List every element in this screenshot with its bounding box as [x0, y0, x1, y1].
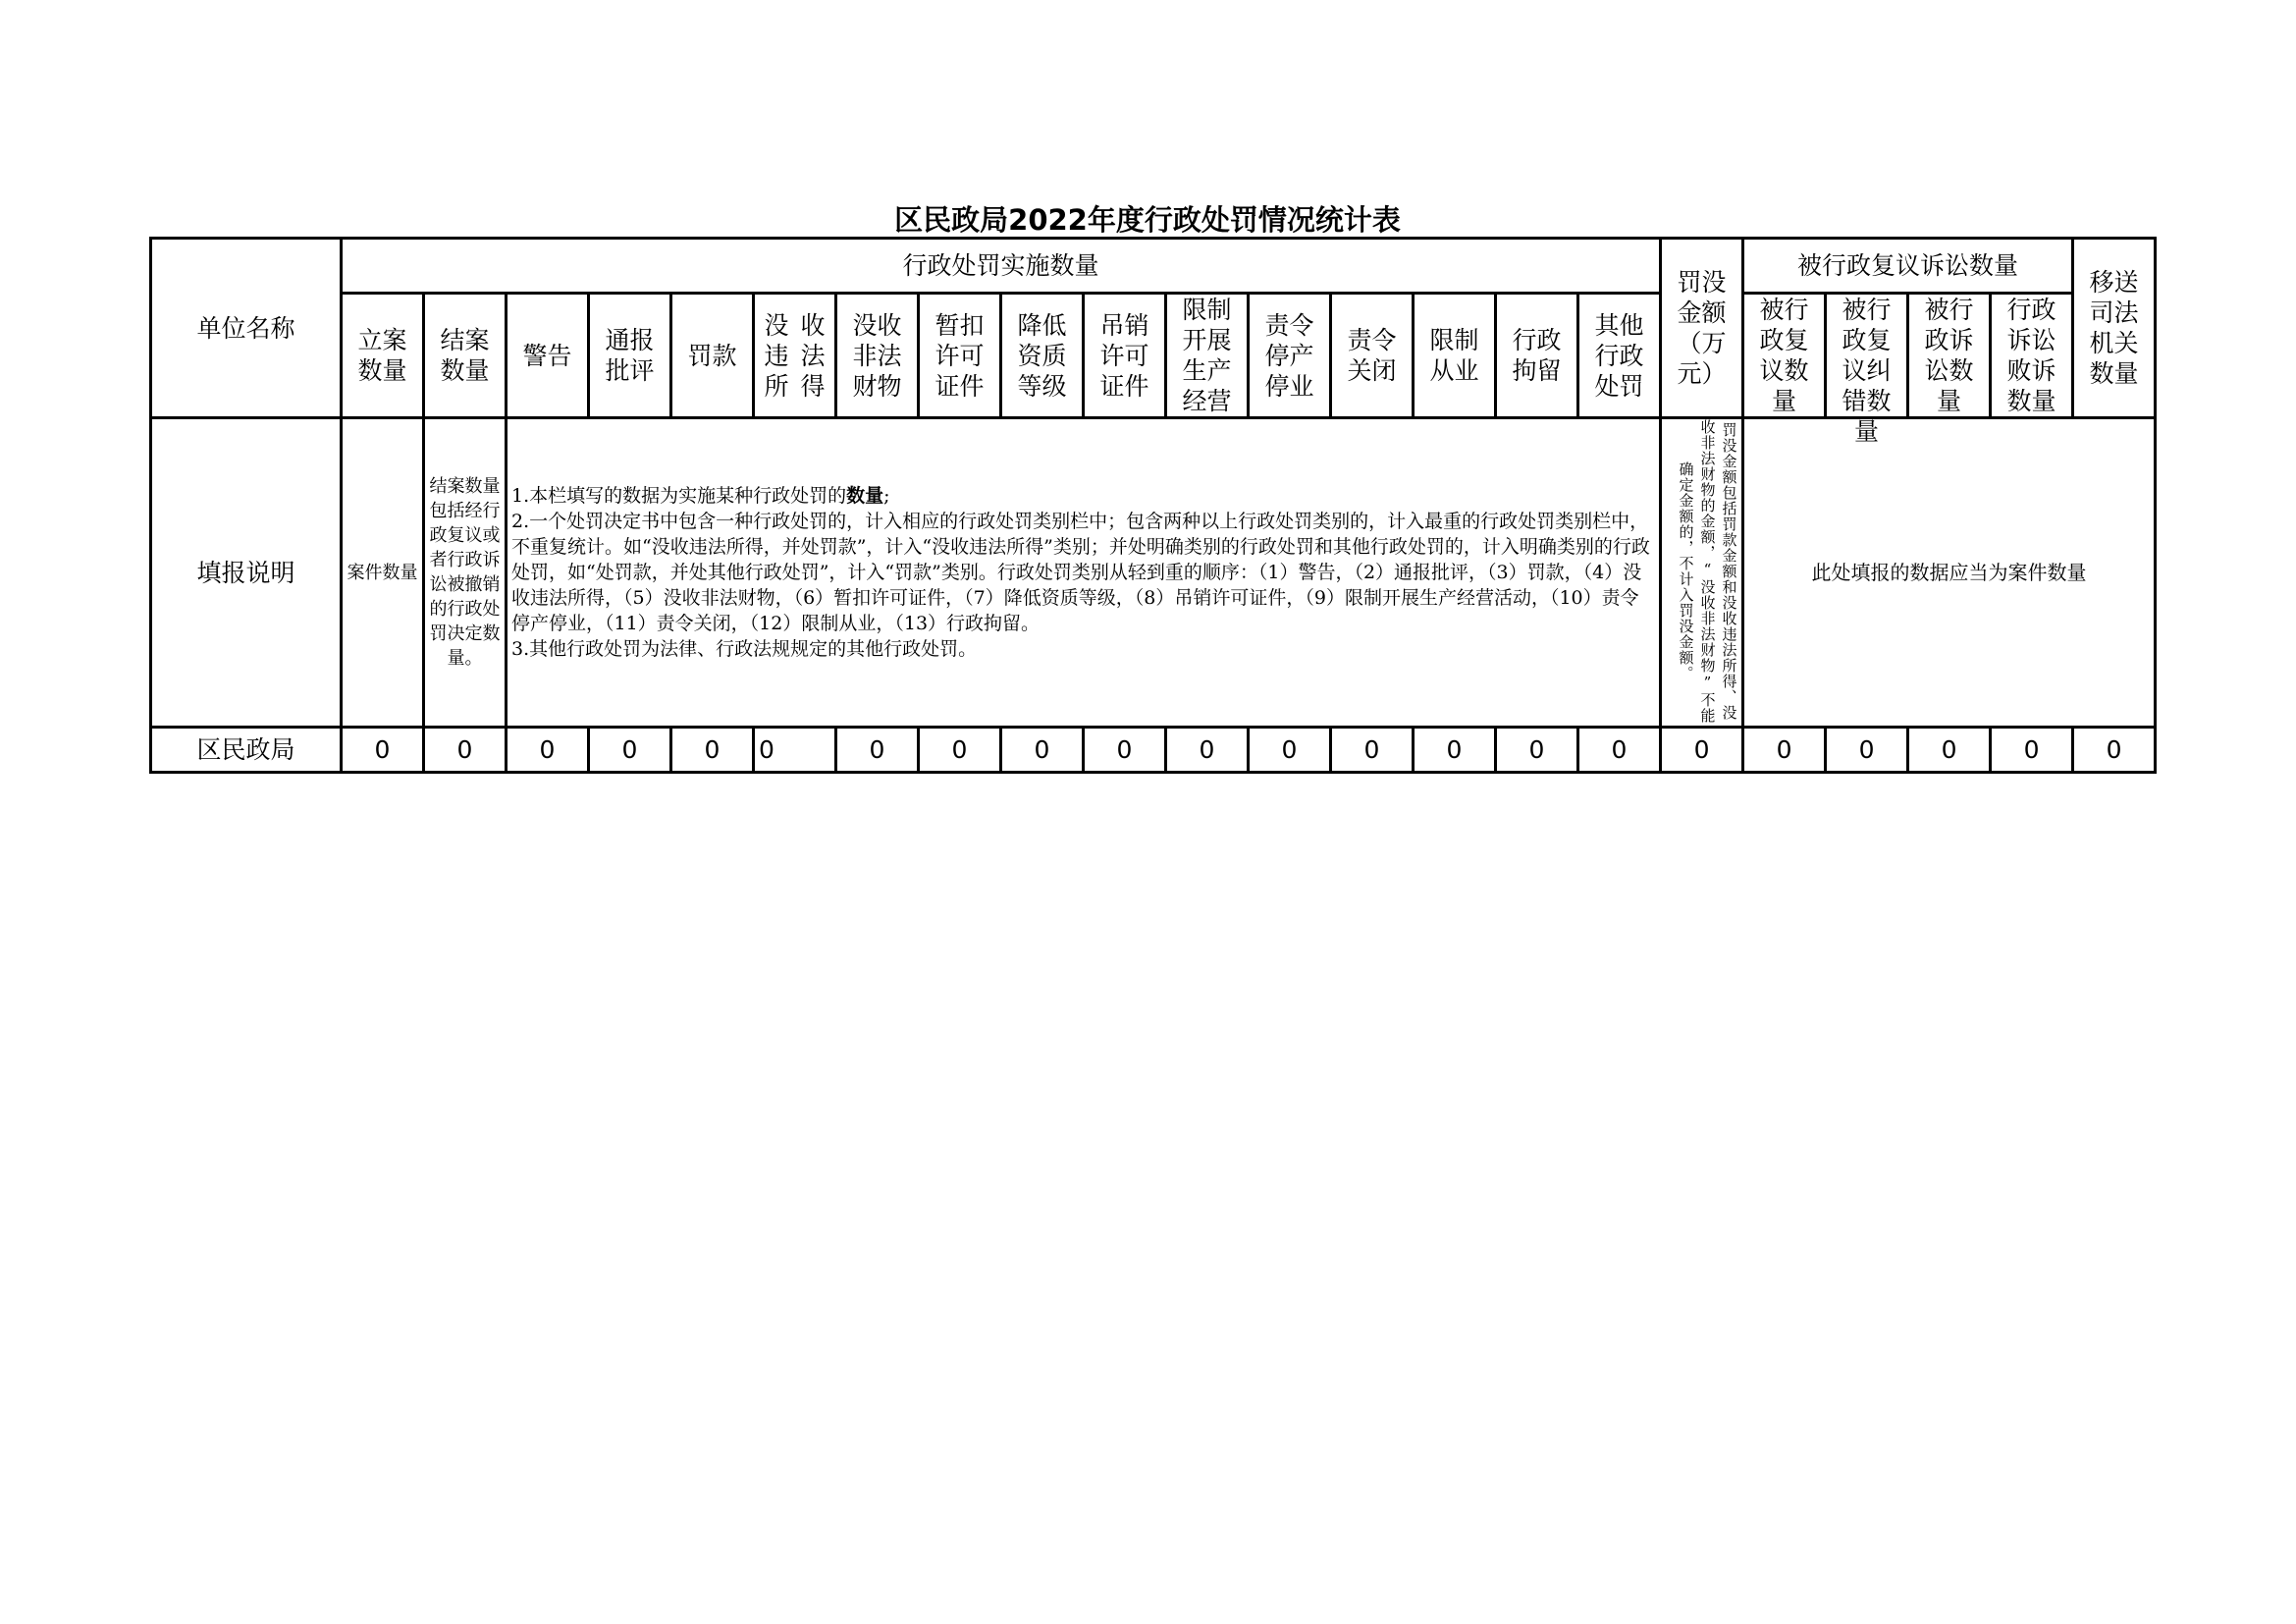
notes-row — [151, 418, 2156, 728]
review-note: 此处填报的数据应当为案件数量 — [1743, 418, 2156, 728]
value-cell: 0 — [919, 728, 1001, 773]
confiscation-amount-label: 罚没金额（万元） — [1677, 268, 1727, 388]
confiscation-amount-header — [1661, 239, 1743, 418]
value-cell: 0 — [342, 728, 424, 773]
penalty-types-note — [507, 418, 1661, 728]
column-header: 吊销许可证件 — [1084, 294, 1166, 418]
review-column-header: 被行政复议数量 — [1743, 294, 1826, 418]
closed-cases-note: 结案数量包括经行政复议或者行政诉讼被撤销的行政处罚决定数量。 — [424, 418, 507, 728]
value-cell: 0 — [507, 728, 589, 773]
note-line-3: 3.其他行政处罚为法律、行政法规规定的其他行政处罚。 — [511, 638, 978, 660]
value-cell: 0 — [589, 728, 671, 773]
review-column-header: 被行政诉讼数量 — [1908, 294, 1991, 418]
column-header: 限制开展生产经营 — [1166, 294, 1249, 418]
value-cell: 0 — [1166, 728, 1249, 773]
review-group-header: 被行政复议诉讼数量 — [1743, 239, 2073, 294]
review-value-cell: 0 — [1743, 728, 1826, 773]
review-value-cell: 0 — [1991, 728, 2073, 773]
note-line-2: 2.一个处罚决定书中包含一种行政处罚的，计入相应的行政处罚类别栏中；包含两种以上行政处罚类别的，计入最重的行政处罚类别栏中，不重复统计。如“没收违法所得，并处罚款”，计入“没收违法所得”类别；并处明确类别的行政处罚和其他行政处罚的，计入明确类别的行政处罚，如“处罚款，并处其他行政处罚”，计入“罚款”类别。行政处罚类别从轻到重的顺序：（1）警告，（2）通报批评，（3）罚款，（4）没收违法所得，（5）没收非法财物，（6）暂扣许可证件，（7）降低资质等级，（8）吊销许可证件，（9）限制开展生产经营活动，（10）责令停产停业，（11）责令关闭，（12）限制从业，（13）行政拘留。 — [511, 511, 1650, 634]
review-value-cell: 0 — [1826, 728, 1908, 773]
column-header: 行政拘留 — [1496, 294, 1578, 418]
amount-cell: 0 — [1661, 728, 1743, 773]
value-cell: 0 — [1084, 728, 1166, 773]
header-row-1 — [151, 239, 2156, 294]
value-cell: 0 — [1249, 728, 1331, 773]
value-cell: 0 — [1331, 728, 1414, 773]
transfer-cell: 0 — [2073, 728, 2156, 773]
value-cell: 0 — [1001, 728, 1084, 773]
review-column-header: 被行政复议纠错数量 — [1826, 294, 1908, 418]
confiscation-amount-note — [1661, 418, 1743, 728]
column-header: 罚款 — [671, 294, 754, 418]
value-cell: 0 — [754, 728, 836, 773]
column-header: 降低资质等级 — [1001, 294, 1084, 418]
value-cell: 0 — [1578, 728, 1661, 773]
transfer-label: 移送司法机关数量 — [2089, 268, 2139, 388]
column-header: 暂扣许可证件 — [919, 294, 1001, 418]
statistics-table — [149, 237, 2157, 774]
value-cell: 0 — [671, 728, 754, 773]
unit-cell: 区民政局 — [151, 728, 342, 773]
value-cell: 0 — [1414, 728, 1496, 773]
column-header: 结案数量 — [424, 294, 507, 418]
notes-label: 填报说明 — [151, 418, 342, 728]
column-header: 责令关闭 — [1331, 294, 1414, 418]
column-header: 责令停产停业 — [1249, 294, 1331, 418]
review-value-cell: 0 — [1908, 728, 1991, 773]
page-title: 区民政局2022年度行政处罚情况统计表 — [894, 203, 1401, 237]
review-column-header: 行政诉讼败诉数量 — [1991, 294, 2073, 418]
column-header: 限制从业 — [1414, 294, 1496, 418]
note-line-1: 1.本栏填写的数据为实施某种行政处罚的数量; — [511, 485, 890, 507]
confiscation-note-text: 罚没金额包括罚款金额和没收违法所得、没收非法财物的金额，“没收非法财物”不能确定金额的，不计入罚没金额。 — [1677, 419, 1738, 724]
header-row-2 — [151, 294, 2156, 418]
column-header: 没收违法所得 — [754, 294, 836, 418]
column-header: 立案数量 — [342, 294, 424, 418]
unit-name-header: 单位名称 — [151, 239, 342, 418]
case-count-note: 案件数量 — [342, 418, 424, 728]
value-cell: 0 — [424, 728, 507, 773]
value-cell: 0 — [1496, 728, 1578, 773]
column-header: 其他行政处罚 — [1578, 294, 1661, 418]
column-header: 通报批评 — [589, 294, 671, 418]
value-cell: 0 — [836, 728, 919, 773]
column-header: 警告 — [507, 294, 589, 418]
transfer-header — [2073, 239, 2156, 418]
column-header: 没收非法财物 — [836, 294, 919, 418]
implementation-group-header: 行政处罚实施数量 — [342, 239, 1661, 294]
table-row — [151, 728, 2156, 773]
confiscation-note-vertical — [1664, 419, 1740, 724]
